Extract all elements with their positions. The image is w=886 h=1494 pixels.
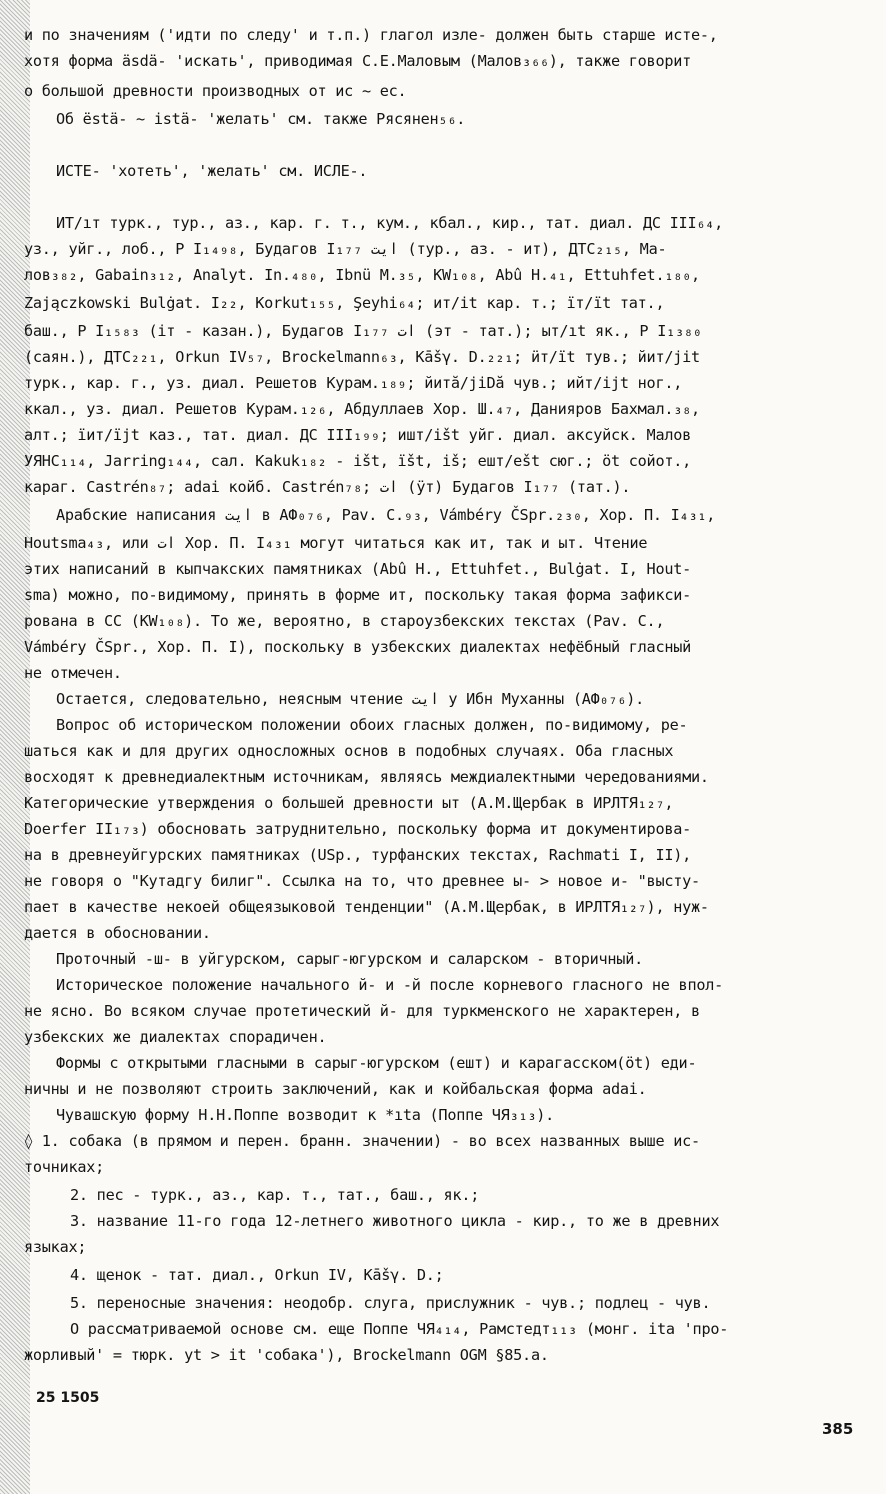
text-line: не говоря о "Кутадгу билиг". Ссылка на то, что древнее ы- > новое и- "высту-	[24, 872, 700, 890]
text-line: лов₃₈₂, Gabain₃₁₂, Analyt. In.₄₈₀, Ibnü M.₃₅, KW₁₀₈, Abû H.₄₁, Ettuhfet.₁₈₀,	[24, 266, 700, 284]
meaning-line: 2. пес - турк., аз., кар. т., тат., баш., як.;	[70, 1186, 480, 1204]
text-line: Об ëstä- ~ istä- 'желать' см. также Рясянен₅₆.	[56, 110, 466, 128]
meaning-line: 5. переносные значения: неодобр. слуга, прислужник - чув.; подлец - чув.	[70, 1294, 711, 1312]
text-line: караг. Castrén₈₇; adai койб. Castrén₇₈; ات (ӱт) Будагов I₁₇₇ (тат.).	[24, 478, 631, 496]
text-line: хотя форма äsdä- 'искать', приводимая С.Е.Маловым (Малов₃₆₆), также говорит	[24, 52, 692, 70]
text-line: sma) можно, по-видимому, принять в форме ит, поскольку такая форма зафикси-	[24, 586, 692, 604]
text-line: восходят к древнедиалектным источникам, являясь междиалектными чередованиями.	[24, 768, 709, 786]
text-line: ккал., уз. диал. Решетов Курам.₁₂₆, Абдуллаев Хор. Ш.₄₇, Данияров Бахмал.₃₈,	[24, 400, 700, 418]
text-line: Houtsma₄₃, или ات Хор. П. I₄₃₁ могут читаться как ит, так и ыт. Чтение	[24, 534, 648, 552]
text-line: баш., Р I₁₅₈₃ (іт - казан.), Будагов I₁₇₇ ات (эт - тат.); ыт/ıt як., Р I₁₃₈₀	[24, 322, 702, 340]
meaning-line: 4. щенок - тат. диал., Orkun IV, Kāšγ. D.;	[70, 1266, 444, 1284]
text-line: пает в качестве некоей общеязыковой тенденции" (А.М.Щербак, в ИРЛТЯ₁₂₇), нуж-	[24, 898, 709, 916]
meaning-line: ◊ 1. собака (в прямом и перен. бранн. значении) - во всех названных выше ис-	[24, 1132, 700, 1150]
page-number: 385	[822, 1420, 854, 1438]
meaning-line: точниках;	[24, 1158, 105, 1176]
text-line: Вопрос об историческом положении обоих гласных должен, по-видимому, ре-	[56, 716, 688, 734]
text-line: (саян.), ДТС₂₂₁, Orkun IV₅₇, Brockelmann₆₃, Kāšγ. D.₂₂₁; ӥт/ït тув.; йит/jit	[24, 348, 700, 366]
text-line: Категорические утверждения о большей древности ыт (А.М.Щербак в ИРЛТЯ₁₂₇,	[24, 794, 674, 812]
text-line: на в древнеуйгурских памятниках (USp., турфанских текстах, Rachmati I, II),	[24, 846, 692, 864]
text-line: о большой древности производных от ис ~ ес.	[24, 82, 407, 100]
meaning-line: языках;	[24, 1238, 87, 1256]
text-line: Историческое положение начального й- и -й после корневого гласного не впол-	[56, 976, 724, 994]
entry-heading: ИТ/ıт турк., тур., аз., кар. г. т., кум., кбал., кир., тат. диал. ДС III₆₄,	[56, 214, 724, 232]
text-line: узбекских же диалектах спорадичен.	[24, 1028, 327, 1046]
text-line: УЯНС₁₁₄, Jarring₁₄₄, сал. Kakuk₁₈₂ - išt, ïšt, iš; ешт/ešt сюг.; öt сойот.,	[24, 452, 692, 470]
printer-signature: 25 1505	[36, 1390, 100, 1406]
text-line: шаться как и для других односложных основ в подобных случаях. Оба гласных	[24, 742, 674, 760]
text-line: алт.; їит/ïjt каз., тат. диал. ДС III₁₉₉; ишт/išt уйг. диал. аксуйск. Малов	[24, 426, 692, 444]
text-line: Формы с открытыми гласными в сарыг-югурском (ешт) и карагасском(öt) еди-	[56, 1054, 697, 1072]
text-line: Арабские написания ايت в АФ₀₇₆, Pav. C.₉₃, Vámbéry ČSpr.₂₃₀, Хор. П. I₄₃₁,	[56, 506, 716, 524]
text-line: Чувашскую форму Н.Н.Поппе возводит к *ıta (Поппе ЧЯ₃₁₃).	[56, 1106, 555, 1124]
text-line: Doerfer II₁₇₃) обосновать затруднительно, поскольку форма ит документирова-	[24, 820, 692, 838]
text-line: О рассматриваемой основе см. еще Поппе ЧЯ₄₁₄, Рамстедт₁₁₃ (монг. ita 'про-	[70, 1320, 729, 1338]
text-line: не отмечен.	[24, 664, 122, 682]
text-line: жорливый' = тюрк. yt > it 'собака'), Brockelmann OGM §85.a.	[24, 1346, 549, 1364]
text-line: Zajączkowski Bulġat. I₂₂, Korkut₁₅₅, Şeyhi₆₄; ит/it кар. т.; їт/ït тат.,	[24, 294, 665, 312]
text-line: и по значениям ('идти по следу' и т.п.) глагол изле- должен быть старше исте-,	[24, 26, 718, 44]
text-line: Vámbéry ČSpr., Хор. П. I), поскольку в узбекских диалектах нефёбный гласный	[24, 638, 692, 656]
text-line: турк., кар. г., уз. диал. Решетов Курам.₁₈₉; йитă/jiDă чув.; ийт/ijt ног.,	[24, 374, 683, 392]
text-line: этих написаний в кыпчакских памятниках (Abû H., Ettuhfet., Bulġat. I, Hout-	[24, 560, 692, 578]
text-line: ничны и не позволяют строить заключений, как и койбальская форма adai.	[24, 1080, 647, 1098]
text-line: не ясно. Во всяком случае протетический й- для туркменского не характерен, в	[24, 1002, 700, 1020]
text-line: Остается, следовательно, неясным чтение ايت у Ибн Муханны (АФ₀₇₆).	[56, 690, 644, 708]
text-line: Проточный -ш- в уйгурском, сарыг-югурском и саларском - вторичный.	[56, 950, 643, 968]
text-line: уз., уйг., лоб., Р I₁₄₉₈, Будагов I₁₇₇ ايت (тур., аз. - ит), ДТС₂₁₅, Ма-	[24, 240, 667, 258]
meaning-line: 3. название 11-го года 12-летнего животного цикла - кир., то же в древних	[70, 1212, 720, 1230]
text-line: дается в обосновании.	[24, 924, 211, 942]
entry-heading: ИСТЕ- 'хотеть', 'желать' см. ИСЛЕ-.	[56, 162, 368, 180]
text-line: рована в СС (KW₁₀₈). То же, вероятно, в староузбекских текстах (Pav. C.,	[24, 612, 665, 630]
